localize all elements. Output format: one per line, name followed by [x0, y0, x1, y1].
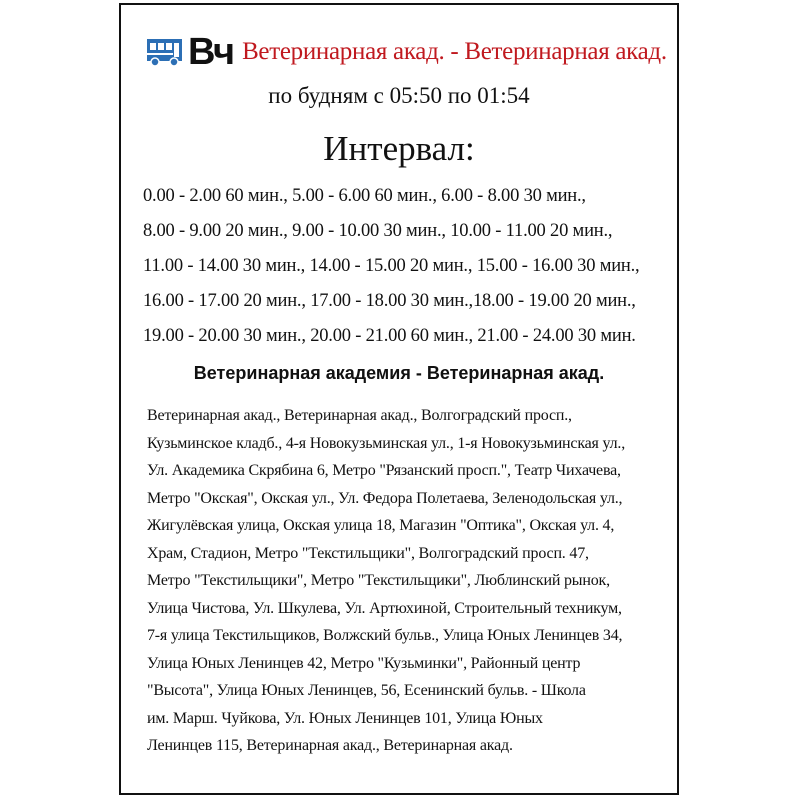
stops-line: Улица Юных Ленинцев 42, Метро "Кузьминки", Районный центр [147, 654, 581, 672]
stops-list [147, 402, 625, 760]
schedule-text: по будням с 05:50 по 01:54 [268, 83, 530, 108]
stops-line: Ул. Академика Скрябина 6, Метро "Рязанский просп.", Театр Чихачева, [147, 462, 621, 479]
stops-line: "Высота", Улица Юных Ленинцев, 56, Есенинский бульв. - Школа [147, 682, 586, 699]
stops-line: Ветеринарная акад., Ветеринарная акад., Волгоградский просп., [147, 407, 572, 424]
interval-list [143, 179, 639, 354]
stops-line: Метро "Окская", Окская ул., Ул. Федора Полетаева, Зеленодольская ул., [147, 489, 623, 507]
stops-line: Улица Чистова, Ул. Шкулева, Ул. Артюхиной, Строительный техникум, [147, 599, 622, 617]
route-header [147, 31, 667, 73]
interval-line: 16.00 - 17.00 20 мин., 17.00 - 18.00 30 мин.,18.00 - 19.00 20 мин., [143, 291, 636, 311]
stops-line: Ленинцев 115, Ветеринарная акад., Ветеринарная акад. [147, 737, 513, 754]
interval-line: 8.00 - 9.00 20 мин., 9.00 - 10.00 30 мин., 10.00 - 11.00 20 мин., [143, 221, 613, 241]
stops-line: Храм, Стадион, Метро "Текстильщики", Волгоградский просп. 47, [147, 544, 589, 562]
interval-line: 11.00 - 14.00 30 мин., 14.00 - 15.00 20 мин., 15.00 - 16.00 30 мин., [143, 256, 640, 276]
stops-title: Ветеринарная академия - Ветеринарная акад. [193, 363, 605, 383]
stops-line: им. Марш. Чуйкова, Ул. Юных Ленинцев 101, Улица Юных [147, 709, 543, 727]
route-name: Ветеринарная акад. - Ветеринарная акад. [242, 38, 667, 65]
stops-line: Кузьминское кладб., 4-я Новокузьминская ул., 1-я Новокузьминская ул., [147, 434, 625, 452]
interval-title: Интервал: [323, 129, 475, 168]
stops-line: Жигулёвская улица, Окская улица 18, Магазин "Оптика", Окская ул. 4, [147, 517, 615, 534]
route-number: Вч [188, 31, 235, 73]
bus-icon [147, 35, 184, 69]
interval-line: 0.00 - 2.00 60 мин., 5.00 - 6.00 60 мин., 6.00 - 8.00 30 мин., [143, 186, 586, 206]
interval-line: 19.00 - 20.00 30 мин., 20.00 - 21.00 60 мин., 21.00 - 24.00 30 мин. [143, 326, 636, 346]
stops-line: Метро "Текстильщики", Метро "Текстильщики", Люблинский рынок, [147, 572, 610, 589]
stops-line: 7-я улица Текстильщиков, Волжский бульв., Улица Юных Ленинцев 34, [147, 627, 623, 644]
route-sign [119, 3, 679, 795]
